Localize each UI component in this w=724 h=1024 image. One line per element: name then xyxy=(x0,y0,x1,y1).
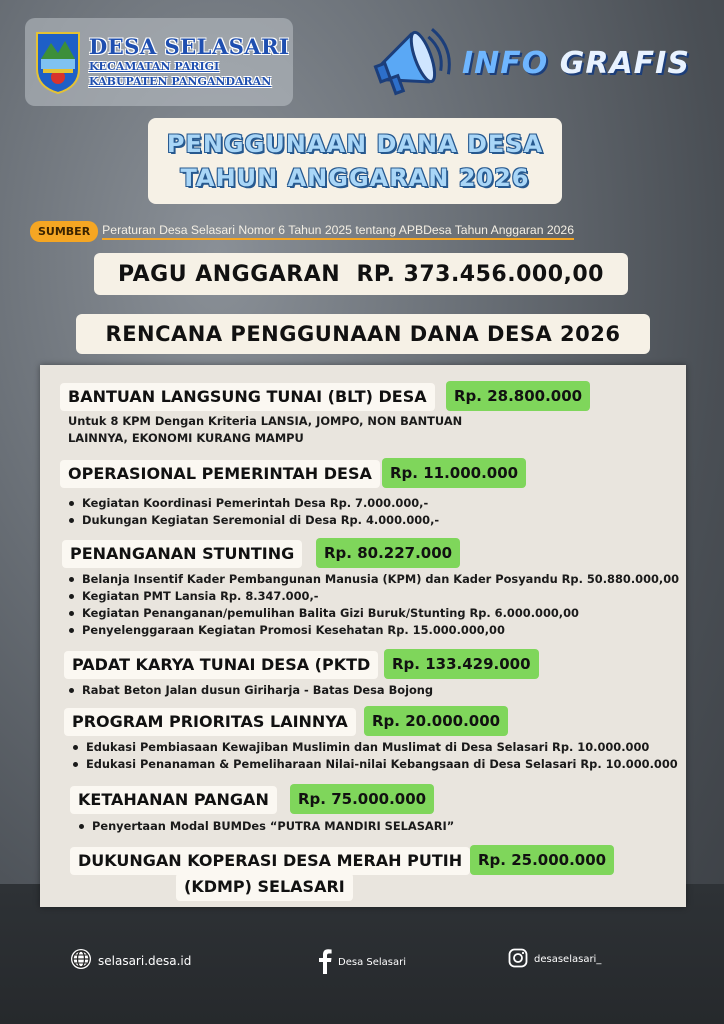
list-prioritas xyxy=(70,739,678,773)
website-text: selasari.desa.id xyxy=(98,953,192,968)
facebook-icon xyxy=(318,948,332,977)
grafis-word: GRAFIS xyxy=(559,46,690,81)
logo-subtitle-kecamatan: KECAMATAN PARIGI xyxy=(89,60,220,73)
title-line-2: TAHUN ANGGARAN 2026 xyxy=(180,164,530,192)
amount-padat-karya: Rp. 133.429.000 xyxy=(384,649,539,679)
footer-website[interactable] xyxy=(70,948,191,973)
list-padat-karya xyxy=(66,682,433,699)
logo-box xyxy=(25,18,293,106)
section-title-operasional: OPERASIONAL PEMERINTAH DESA xyxy=(60,460,380,488)
amount-kdmp: Rp. 25.000.000 xyxy=(470,845,614,875)
source-badge: SUMBER xyxy=(30,221,98,242)
globe-icon xyxy=(70,948,92,973)
desc-blt-line-2: LAINNYA, EKONOMI KURANG MAMPU xyxy=(68,431,304,445)
desc-blt-line-1: Untuk 8 KPM Dengan Kriteria LANSIA, JOMPO, NON BANTUAN xyxy=(68,414,463,428)
instagram-icon xyxy=(508,948,528,971)
page-title xyxy=(148,118,562,204)
plan-heading: RENCANA PENGGUNAAN DANA DESA 2026 xyxy=(76,314,650,354)
list-item: Belanja Insentif Kader Pembangunan Manusia (KPM) dan Kader Posyandu Rp. 50.880.000,00 xyxy=(66,571,679,588)
info-word: INFO xyxy=(462,46,549,81)
amount-ketahanan: Rp. 75.000.000 xyxy=(290,784,434,814)
budget-ceiling: PAGU ANGGARAN RP. 373.456.000,00 xyxy=(94,253,628,295)
logo-subtitle-kabupaten: KABUPATEN PANGANDARAN xyxy=(89,75,272,88)
desc-blt xyxy=(68,413,462,447)
amount-stunting: Rp. 80.227.000 xyxy=(316,538,460,568)
list-operasional xyxy=(66,495,439,529)
list-item: Dukungan Kegiatan Seremonial di Desa Rp. 4.000.000,- xyxy=(66,512,439,529)
list-item: Penyelenggaraan Kegiatan Promosi Kesehatan Rp. 15.000.000,00 xyxy=(66,622,679,639)
logo-title: DESA SELASARI xyxy=(89,34,290,59)
village-crest-icon xyxy=(33,29,83,95)
amount-blt: Rp. 28.800.000 xyxy=(446,381,590,411)
list-item: Kegiatan Koordinasi Pemerintah Desa Rp. 7.000.000,- xyxy=(66,495,439,512)
list-item: Kegiatan Penanganan/pemulihan Balita Gizi Buruk/Stunting Rp. 6.000.000,00 xyxy=(66,605,679,622)
infografis-label xyxy=(462,46,690,81)
instagram-text: desaselasari_ xyxy=(534,954,602,965)
megaphone-icon xyxy=(372,22,452,102)
section-title-kdmp-line-2: (KDMP) SELASARI xyxy=(176,873,353,901)
section-title-ketahanan: KETAHANAN PANGAN xyxy=(70,786,277,814)
footer-facebook[interactable] xyxy=(318,948,406,977)
source-text: Peraturan Desa Selasari Nomor 6 Tahun 2025 tentang APBDesa Tahun Anggaran 2026 xyxy=(102,223,574,240)
list-item: Edukasi Pembiasaan Kewajiban Muslimin dan Muslimat di Desa Selasari Rp. 10.000.000 xyxy=(70,739,678,756)
list-item: Rabat Beton Jalan dusun Giriharja - Batas Desa Bojong xyxy=(66,682,433,699)
source-row xyxy=(30,220,574,242)
footer-instagram[interactable] xyxy=(508,948,601,971)
list-item: Penyertaan Modal BUMDes “PUTRA MANDIRI SELASARI” xyxy=(76,818,454,835)
list-item: Edukasi Penanaman & Pemeliharaan Nilai-nilai Kebangsaan di Desa Selasari Rp. 10.000.000 xyxy=(70,756,678,773)
list-item: Kegiatan PMT Lansia Rp. 8.347.000,- xyxy=(66,588,679,605)
title-line-1: PENGGUNAAN DANA DESA xyxy=(166,130,544,158)
section-title-stunting: PENANGANAN STUNTING xyxy=(62,540,302,568)
section-title-blt: BANTUAN LANGSUNG TUNAI (BLT) DESA xyxy=(60,383,435,411)
list-stunting xyxy=(66,571,679,639)
list-ketahanan xyxy=(76,818,454,835)
facebook-text: Desa Selasari xyxy=(338,957,407,968)
amount-prioritas: Rp. 20.000.000 xyxy=(364,706,508,736)
section-title-prioritas: PROGRAM PRIORITAS LAINNYA xyxy=(64,708,356,736)
section-title-kdmp-line-1: DUKUNGAN KOPERASI DESA MERAH PUTIH xyxy=(70,847,470,875)
section-title-padat-karya: PADAT KARYA TUNAI DESA (PKTD xyxy=(64,651,378,679)
content-panel xyxy=(40,365,686,907)
amount-operasional: Rp. 11.000.000 xyxy=(382,458,526,488)
